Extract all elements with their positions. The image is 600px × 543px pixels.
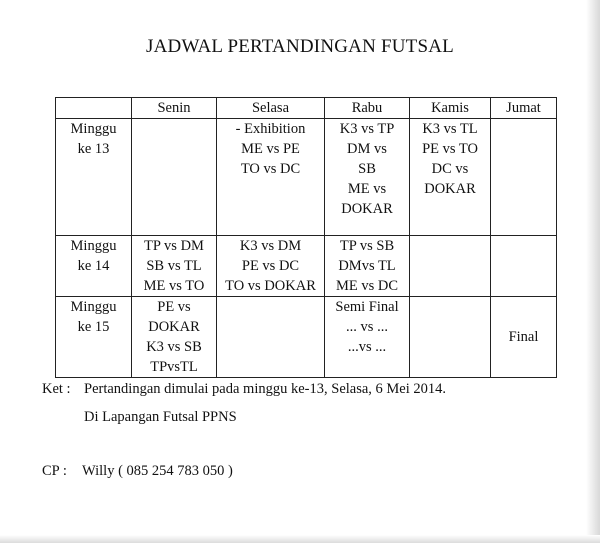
match-line: Final [508,329,539,345]
match-line: ... vs ... [346,319,388,335]
match-cell-kamis [410,236,491,297]
match-line: TP vs DM [144,238,204,254]
match-line: DOKAR [424,181,476,197]
week-label-cell [56,297,132,378]
match-line: PE vs DC [241,258,300,274]
table-row [56,236,557,297]
match-cell-senin [132,236,217,297]
header-kamis: Kamis [410,98,491,119]
header-senin: Senin [132,98,217,119]
match-cell-selasa [217,297,325,378]
match-cell-selasa [217,119,325,236]
match-cell-kamis [410,297,491,378]
match-line: TO vs DOKAR [225,278,316,294]
match-line: SB [358,161,376,177]
match-line: TO vs DC [240,161,301,177]
match-cell-rabu [325,297,410,378]
match-cell-jumat [491,236,557,297]
week-label-line: Minggu [70,299,117,315]
document-title: JADWAL PERTANDINGAN FUTSAL [146,36,454,57]
cp-label: CP : [42,463,67,479]
header-jumat: Jumat [491,98,557,119]
match-line: K3 vs TL [422,121,478,137]
header-empty [56,98,132,119]
match-line: PE vs [157,299,191,315]
match-line: - Exhibition [235,121,306,137]
week-label-line: Minggu [70,238,117,254]
match-line: DMvs TL [338,258,396,274]
match-line: PE vs TO [422,141,478,157]
match-cell-rabu [325,119,410,236]
table-header-row [56,98,557,119]
match-line: ME vs DC [335,278,399,294]
match-cell-jumat [491,297,557,378]
ket-line-1: Pertandingan dimulai pada minggu ke-13, Selasa, 6 Mei 2014. [84,381,447,397]
match-line: ...vs ... [347,339,387,355]
match-line: ME vs [347,181,387,197]
page-edge-shadow-bottom [0,535,600,543]
match-line: K3 vs DM [239,238,302,254]
week-label-cell [56,236,132,297]
match-line: ME vs PE [241,141,300,157]
match-cell-rabu [325,236,410,297]
week-label-line: ke 13 [77,141,110,157]
match-line: TPvsTL [150,359,198,375]
match-line: Semi Final [335,299,399,315]
match-line: K3 vs TP [339,121,395,137]
match-line: DC vs [431,161,469,177]
week-label-cell [56,119,132,236]
page-edge-shadow-right [586,0,600,543]
match-line: TP vs SB [339,238,395,254]
week-label-line: ke 14 [77,258,110,274]
match-cell-senin [132,297,217,378]
match-cell-selasa [217,236,325,297]
ket-label: Ket : [42,381,71,397]
ket-line-2: Di Lapangan Futsal PPNS [84,409,237,425]
match-line: SB vs TL [146,258,202,274]
match-line: DM vs [347,141,387,157]
match-cell-senin [132,119,217,236]
match-line: DOKAR [148,319,200,335]
header-rabu: Rabu [325,98,410,119]
week-label-line: Minggu [70,121,117,137]
header-selasa: Selasa [217,98,325,119]
match-line: DOKAR [341,201,393,217]
table-row [56,297,557,378]
table-row [56,119,557,236]
match-cell-jumat [491,119,557,236]
match-line: K3 vs SB [146,339,202,355]
cp-value: Willy ( 085 254 783 050 ) [82,463,233,479]
match-cell-kamis [410,119,491,236]
schedule-table [55,97,557,378]
match-line: ME vs TO [143,278,205,294]
week-label-line: ke 15 [77,319,110,335]
